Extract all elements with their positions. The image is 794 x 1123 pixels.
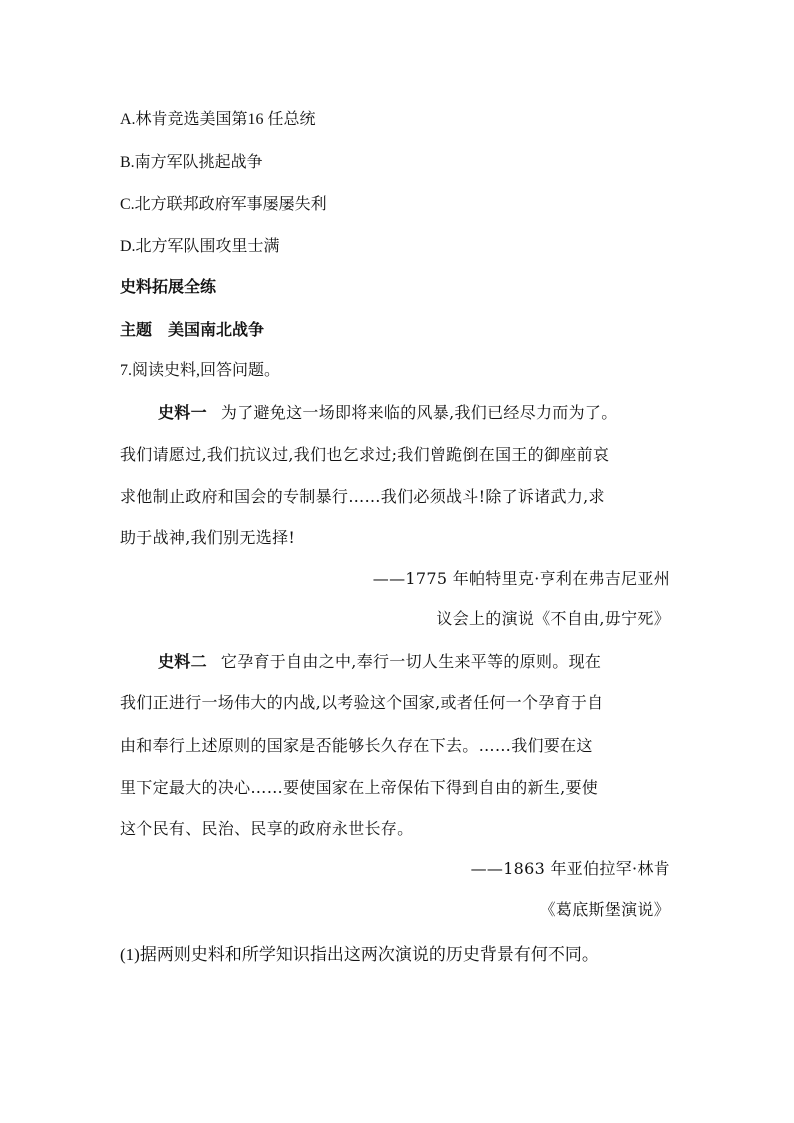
topic-heading: 主题 美国南北战争	[120, 322, 265, 339]
source1-line-1: 史料一 为了避免这一场即将来临的风暴,我们已经尽力而为了。	[158, 403, 618, 422]
option-d: D.北方军队围攻里士满	[120, 238, 280, 255]
option-a: A.林肯竞选美国第16 任总统	[120, 111, 316, 128]
sub-question-1: (1)据两则史料和所学知识指出这两次演说的历史背景有何不同。	[120, 945, 599, 964]
option-b: B.南方军队挑起战争	[120, 154, 263, 171]
source1-attribution-1: ——1775 年帕特里克·亨利在弗吉尼亚州	[372, 569, 670, 588]
source2-line-1: 史料二 它孕育于自由之中,奉行一切人生来平等的原则。现在	[158, 652, 602, 671]
source1-line-4: 助于战神,我们别无选择!	[120, 528, 296, 547]
source2-line-2: 我们正进行一场伟大的内战,以考验这个国家,或者任何一个孕育于自	[120, 693, 604, 712]
section-title: 史料拓展全练	[120, 279, 217, 296]
source2-attribution-1: ——1863 年亚伯拉罕·林肯	[470, 859, 670, 878]
source1-line-2: 我们请愿过,我们抗议过,我们也乞求过;我们曾跪倒在国王的御座前哀	[120, 445, 610, 464]
source1-line-3: 求他制止政府和国会的专制暴行……我们必须战斗!除了诉诸武力,求	[120, 487, 605, 506]
source1-label: 史料一	[158, 405, 207, 422]
option-c: C.北方联邦政府军事屡屡失利	[120, 196, 327, 213]
source1-attribution-2: 议会上的演说《不自由,毋宁死》	[436, 609, 670, 628]
source2-line-5: 这个民有、民治、民享的政府永世长存。	[120, 819, 414, 838]
source2-line-4: 里下定最大的决心……要使国家在上帝保佑下得到自由的新生,要使	[120, 778, 599, 797]
question-intro: 7.阅读史料,回答问题。	[120, 362, 281, 379]
source2-line-3: 由和奉行上述原则的国家是否能够长久存在下去。……我们要在这	[120, 736, 593, 755]
source2-label: 史料二	[158, 654, 207, 671]
source2-attribution-2: 《葛底斯堡演说》	[539, 900, 670, 919]
